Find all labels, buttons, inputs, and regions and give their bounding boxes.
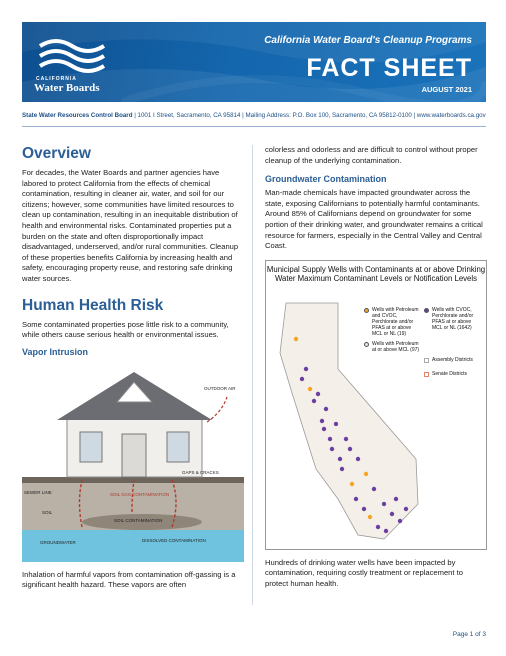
health-risk-heading: Human Health Risk [22,296,164,314]
well-marker [368,515,372,519]
well-marker [382,502,386,506]
legend-swatch [364,342,369,347]
header-divider [22,126,486,127]
label-soil-contamination: SOIL CONTAMINATION [114,517,163,523]
separator: | [134,112,138,119]
legend-label: Wells with CVOC, Perchlorate and/or PFAS at or above MCL or NL (1642) [432,306,474,331]
well-marker [300,377,304,381]
contact-bar [22,112,486,119]
logo-caption: CALIFORNIA [36,76,77,82]
header-banner [22,22,486,102]
well-marker [316,392,320,396]
vapor-intrusion-heading: Vapor Intrusion [22,346,89,357]
label-soil: SOIL [42,509,53,515]
label-groundwater: GROUNDWATER [40,539,76,545]
program-name: California Water Board's Cleanup Programs [264,35,472,46]
contact-mailing: Mailing Address: P.O. Box 100, Sacramento, CA 95812-0100 [245,112,412,119]
well-marker [328,437,332,441]
right-column [265,145,487,590]
well-marker [404,507,408,511]
legend-label: Senate Districts [432,370,468,377]
contact-website-link[interactable]: www.waterboards.ca.gov [416,112,486,119]
well-marker [376,525,380,529]
well-marker [340,467,344,471]
health-risk-text: Some contaminated properties pose little risk to a community, while others cause serious health or environmental issues. [22,319,229,340]
label-outdoor-air: OUTDOOR AIR [204,385,236,391]
well-marker [334,422,338,426]
well-marker [320,419,324,423]
wells-map-figure [265,260,487,550]
label-soil-gas: SOIL GAS CONTAMINATION [110,491,170,497]
well-marker [322,427,326,431]
vapor-intrusion-diagram [22,362,244,562]
well-marker [364,472,368,476]
separator: | [242,112,246,119]
page-title: FACT SHEET [306,54,472,82]
legend-swatch [424,372,429,377]
legend-swatch [364,308,369,313]
legend-label: Wells with Petroleum at or above MCL (97) [372,340,420,353]
legend-item [364,341,420,353]
map-legend [364,306,482,377]
well-marker [308,387,312,391]
well-marker [344,437,348,441]
well-marker [338,457,342,461]
logo-wordmark: Water Boards [34,82,100,94]
column-divider [252,145,253,605]
contact-org: State Water Resources Control Board [22,112,133,119]
legend-swatch [424,308,429,313]
well-marker [398,519,402,523]
well-marker [324,407,328,411]
legend-label: Wells with Petroleum and CVOC, Perchlorate and/or PFAS at or above MCL or NL (19) [372,306,419,337]
well-marker [372,487,376,491]
well-marker [348,447,352,451]
house-illustration [22,362,244,562]
left-column [22,145,244,591]
well-marker [330,447,334,451]
overview-text: For decades, the Water Boards and partner agencies have labored to protect California from the effects of chemical contamination, resulting in cleaner air, water, and soil for our citizens; however, some communities have limited resources to clean up contamination, resulting in an inequitable distribution of health and environmental risks. Contaminated properties put a burden on the state and often disproportionally impact disadvantaged, underserved, and/or rural communities. Cleanup of these properties benefits California by increasing health and safety, encouraging property reuse, and restoring safe drinking water sources. [22,168,239,283]
well-marker [312,399,316,403]
legend-item [424,371,480,377]
well-marker [384,529,388,533]
well-marker [394,497,398,501]
label-dissolved: DISSOLVED CONTAMINATION [142,537,206,543]
separator: | [413,112,417,119]
well-marker [354,497,358,501]
legend-swatch [424,358,429,363]
well-marker [304,367,308,371]
legend-item [364,307,420,337]
label-sewer: SEWER LINE [24,489,52,495]
well-marker [350,482,354,486]
groundwater-text: Man-made chemicals have impacted groundwater across the state, exposing Californians to potentially harmful contaminants. Around 85% of Californians depend on groundwater for some portion of their drinking water, and groundwater remains a critical resource for farmers, especially in the Central Valley and Central Coast. [265,188,483,251]
vapor-text: Inhalation of harmful vapors from contamination off-gassing is a significant health hazard. These vapors are often [22,569,236,590]
legend-label: Assembly Districts [432,356,473,363]
well-marker [356,457,360,461]
overview-heading: Overview [22,145,91,162]
legend-item [424,357,480,363]
legend-item [424,307,480,331]
vapor-continued-text: colorless and odorless and are difficult to control without proper cleanup of the underlying contamination. [265,145,478,165]
page-number: Page 1 of 3 [452,631,486,638]
groundwater-heading: Groundwater Contamination [265,174,387,185]
well-marker [362,507,366,511]
contact-street: 1001 I Street, Sacramento, CA 95814 [137,112,241,119]
map-title: Municipal Supply Wells with Contaminants at or above Drinking Water Maximum Contaminant Levels or Notification Levels [266,264,486,283]
label-gaps: GAPS & CRACKS [182,469,219,475]
well-marker [390,512,394,516]
publication-date: AUGUST 2021 [421,85,472,94]
closing-text: Hundreds of drinking water wells have been impacted by contamination, requiring costly treatment or replacement to protect human health. [265,557,463,588]
well-marker [294,337,298,341]
